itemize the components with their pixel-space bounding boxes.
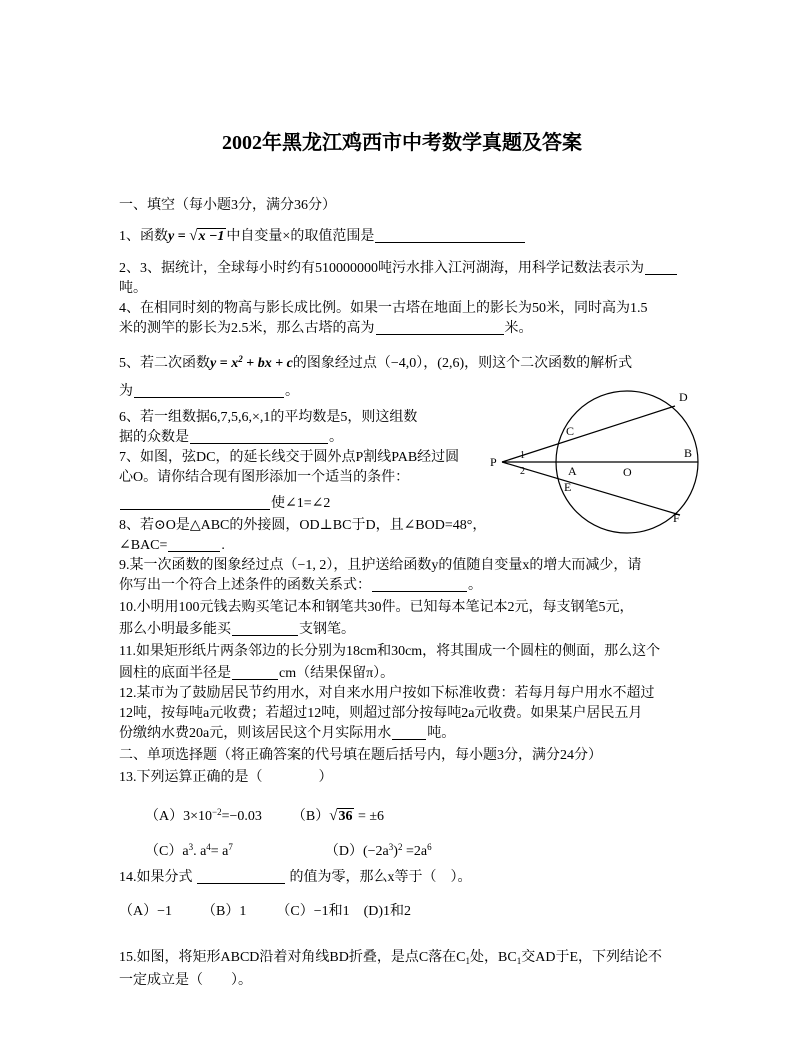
- text-segment: 4、在相同时刻的物高与影长成比例。如果一古塔在地面上的影长为50米，同时高为1.5: [119, 301, 648, 316]
- question-9-line-2: [119, 576, 685, 596]
- text-segment: 5、若二次函数: [119, 356, 210, 371]
- spacer: [233, 854, 325, 855]
- text-segment: 13.下列运算正确的是（ ）: [119, 770, 333, 785]
- text-segment: cm（结果保留π）。: [279, 666, 395, 681]
- blank-underline: [232, 678, 278, 680]
- radical-sign: √: [329, 808, 338, 824]
- blank-underline: [392, 738, 426, 740]
- text-segment: （C）−1和1: [276, 904, 350, 919]
- question-12-line-1: [119, 684, 685, 704]
- text-segment: （D）(−2a: [324, 844, 389, 859]
- text-segment: =−0.03: [221, 809, 262, 824]
- question-4-line-2: [119, 319, 685, 339]
- angle-1-label: 1: [520, 450, 525, 461]
- question-5-line-1: [119, 349, 685, 374]
- text-segment: 3: [188, 842, 194, 852]
- spacer: [350, 914, 364, 915]
- point-label-F: F: [673, 511, 680, 525]
- blank-underline: [376, 333, 504, 335]
- radicand: 36: [338, 809, 353, 824]
- sqrt-expression: [329, 806, 354, 827]
- question-15-line-2: [119, 971, 685, 991]
- text-segment: 二、单项选择题（将正确答案的代号填在题后括号内，每小题3分，满分24分）: [119, 748, 602, 763]
- text-segment: y: [210, 356, 217, 371]
- text-segment: 1、函数: [119, 229, 168, 244]
- text-segment: 6: [427, 842, 432, 852]
- text-segment: 的值为零，那么x等于（ ）。: [286, 870, 472, 885]
- text-segment: = a: [210, 844, 229, 859]
- text-segment: 中自变量×的取值范围是: [226, 229, 375, 244]
- text-segment: 12.某市为了鼓励居民节约用水，对自来水用户按如下标准收费：若每月每户用水不超过: [119, 686, 655, 701]
- text-segment: （B）: [291, 809, 330, 824]
- sqrt-expression: [189, 226, 226, 247]
- radicand: x −1: [198, 229, 225, 244]
- text-segment: 份缴纳水费20a元，则该居民这个月实际用水: [119, 726, 392, 741]
- text-segment: −2: [212, 807, 222, 817]
- text-segment: 11.如果矩形纸片两条邻边的长分别为18cm和30cm，将其围成一个圆柱的侧面，那么这个: [119, 644, 661, 659]
- text-segment: 。: [329, 430, 343, 445]
- blank-underline: [120, 508, 270, 510]
- question-9-line-1: [119, 556, 685, 576]
- text-segment: 的图象经过点（−4,0），(2,6)，则这个二次函数的解析式: [292, 356, 633, 371]
- question-12-line-2: [119, 704, 685, 724]
- text-segment: 15.如图，将矩形ABCD沿着对角线BD折叠，是点C落在C: [119, 950, 466, 965]
- text-segment: 米。: [504, 321, 533, 336]
- text-segment: 。: [285, 384, 299, 399]
- text-segment: （B）1: [202, 904, 247, 919]
- blank-underline: [168, 550, 220, 552]
- section-2-header: [119, 746, 685, 766]
- text-segment: +: [271, 356, 287, 371]
- text-segment: 4: [206, 842, 211, 852]
- text-segment: 使∠1=∠2: [271, 496, 331, 511]
- point-label-E: E: [564, 480, 572, 494]
- question-13: [119, 768, 685, 788]
- text-segment: 那么小明最多能买: [119, 622, 231, 637]
- text-segment: 一定成立是（ ）。: [119, 973, 252, 988]
- question-15-line-1: [119, 948, 685, 971]
- text-segment: 圆柱的底面半径是: [119, 666, 231, 681]
- question-12-line-3: [119, 724, 685, 744]
- text-segment: (D)1和2: [363, 904, 412, 919]
- text-segment: 为: [119, 384, 133, 399]
- blank-underline: [375, 241, 525, 243]
- text-segment: 吨。: [427, 726, 456, 741]
- question-13-options-cd: [119, 837, 685, 862]
- text-segment: = ±6: [354, 809, 385, 824]
- question-4-line-1: [119, 299, 685, 319]
- text-segment: 14.如果分式: [119, 870, 196, 885]
- text-segment: ∠BAC=: [119, 538, 168, 553]
- spacer: [172, 914, 202, 915]
- text-segment: 据的众数是: [119, 430, 189, 445]
- point-label-D: D: [679, 390, 688, 404]
- text-segment: 7、如图，弦DC，的延长线交于圆外点P割线PAB经过圆: [119, 450, 460, 465]
- text-segment: 9.某一次函数的图象经过点（−1, 2），且护送给函数y的值随自变量x的增大而减少，请: [119, 558, 642, 573]
- secant-line-PCD: [502, 406, 675, 462]
- text-segment: （C）a: [145, 844, 189, 859]
- blank-underline: [372, 590, 467, 592]
- text-segment: 你写出一个符合上述条件的函数关系式：: [119, 578, 371, 593]
- document-body: [119, 130, 685, 991]
- spacer: [262, 819, 292, 820]
- text-segment: 2、3、据统计，全球每小时约有510000000吨污水排入江河湖海，用科学记数法表示为: [119, 261, 644, 276]
- question-11-line-1: [119, 642, 685, 662]
- text-segment: =: [216, 356, 232, 371]
- section-1-header: [119, 196, 685, 216]
- text-segment: 2: [238, 354, 243, 364]
- text-segment: 8、若⊙O是△ABC的外接圆，OD⊥BC于D，且∠BOD=48°，: [119, 518, 487, 533]
- angle-2-label: 2: [520, 466, 525, 477]
- question-1: [119, 226, 685, 247]
- text-segment: =: [174, 229, 190, 244]
- point-label-A: A: [568, 464, 577, 478]
- point-label-P: P: [490, 455, 497, 469]
- circle-figure: [488, 385, 713, 540]
- text-segment: 心O。请你结合现有图形添加一个适当的条件：: [119, 470, 410, 485]
- text-segment: 吨。: [119, 281, 147, 296]
- text-segment: 6、若一组数据6,7,5,6,×,1的平均数是5，则这组数: [119, 410, 418, 425]
- text-segment: 1: [516, 956, 522, 966]
- blank-underline: [645, 273, 677, 275]
- blank-underline: [232, 634, 298, 636]
- text-segment: . a: [193, 844, 207, 859]
- secant-line-PEF: [502, 462, 680, 515]
- text-segment: 米的测竿的影长为2.5米，那么古塔的高为: [119, 321, 375, 336]
- question-13-options-ab: [119, 802, 685, 827]
- text-segment: 2: [397, 842, 403, 852]
- point-label-C: C: [566, 424, 575, 438]
- blank-underline: [134, 396, 284, 398]
- text-segment: 10.小明用100元钱去购买笔记本和钢笔共30件。已知每本笔记本2元，每支钢笔5元，: [119, 600, 634, 615]
- text-segment: +: [242, 356, 258, 371]
- radical-sign: √: [189, 228, 198, 244]
- text-segment: 支钢笔。: [299, 622, 355, 637]
- text-segment: 。: [468, 578, 482, 593]
- question-11-line-2: [119, 664, 685, 684]
- blank-underline: [197, 882, 285, 884]
- page-title: 2002年黑龙江鸡西市中考数学真题及答案: [222, 132, 582, 154]
- text-segment: 7: [228, 842, 233, 852]
- question-2-3-line-1: [119, 259, 685, 279]
- text-segment: 1: [465, 956, 471, 966]
- blank-underline: [190, 442, 328, 444]
- question-14-options: [119, 902, 685, 922]
- text-segment: c: [286, 356, 293, 371]
- text-segment: .: [221, 538, 225, 553]
- text-segment: ): [393, 844, 398, 859]
- question-14: [119, 868, 685, 888]
- text-segment: x: [231, 356, 239, 371]
- text-segment: bx: [257, 356, 272, 371]
- question-10-line-1: [119, 598, 685, 618]
- document-lines: [119, 196, 685, 991]
- text-segment: 3: [388, 842, 394, 852]
- question-10-line-2: [119, 620, 685, 640]
- text-segment: 一、填空（每小题3分，满分36分）: [119, 198, 336, 213]
- text-segment: （A）3×10: [145, 809, 213, 824]
- text-segment: （A）−1: [119, 904, 173, 919]
- text-segment: y: [168, 229, 175, 244]
- point-label-B: B: [684, 446, 693, 460]
- text-segment: 处，BC: [470, 950, 517, 965]
- text-segment: =2a: [402, 844, 428, 859]
- spacer: [246, 914, 276, 915]
- text-segment: 12吨，按每吨a元收费；若超过12吨，则超过部分按每吨2a元收费。如果某户居民五月: [119, 706, 643, 721]
- point-label-O: O: [623, 465, 632, 479]
- text-segment: 交AD于E，下列结论不: [521, 950, 662, 965]
- question-2-3-line-2: [119, 279, 685, 299]
